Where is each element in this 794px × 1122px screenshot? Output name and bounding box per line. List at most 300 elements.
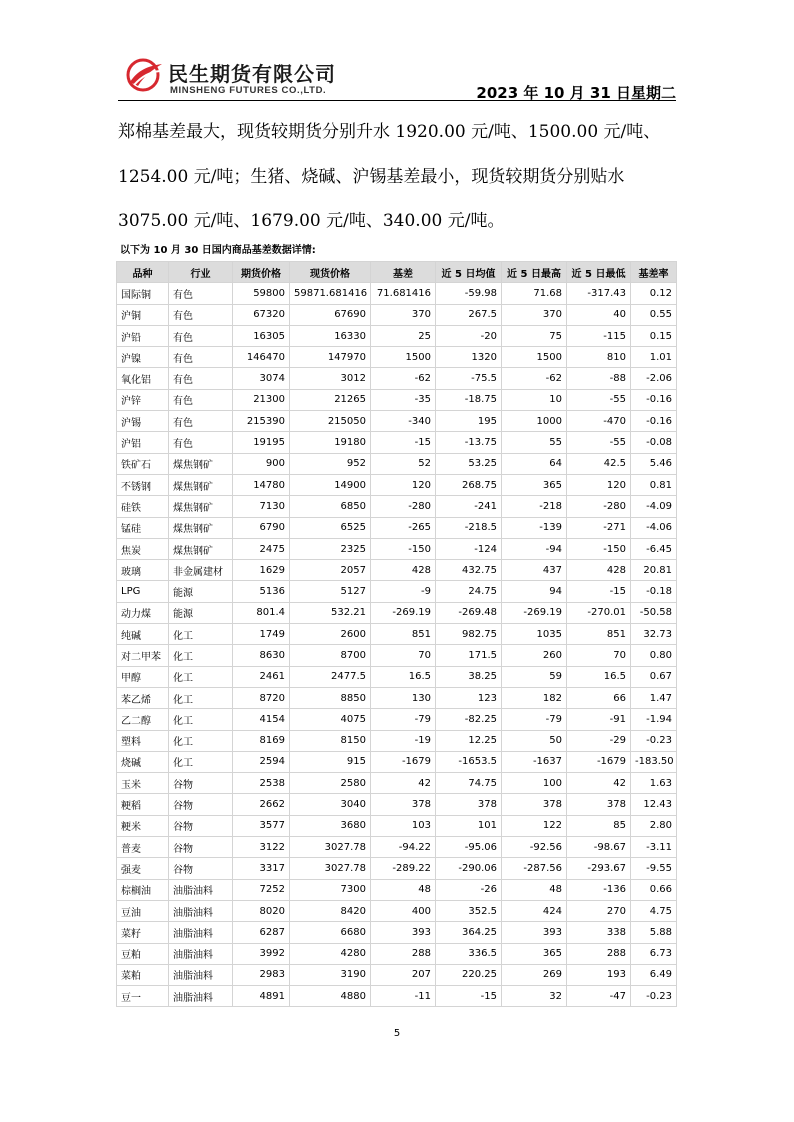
value-cell: 2600 (290, 624, 371, 645)
value-cell: 122 (502, 815, 567, 836)
industry-cell: 有色 (169, 432, 233, 453)
commodity-cell: 对二甲苯 (117, 645, 169, 666)
industry-cell: 油脂油料 (169, 943, 233, 964)
value-cell: 6680 (290, 922, 371, 943)
value-cell: 59800 (233, 283, 290, 304)
value-cell: 85 (567, 815, 631, 836)
value-cell: 20.81 (631, 560, 677, 581)
industry-cell: 谷物 (169, 794, 233, 815)
value-cell: 4154 (233, 709, 290, 730)
value-cell: 32 (502, 986, 567, 1007)
value-cell: 378 (567, 794, 631, 815)
value-cell: 2057 (290, 560, 371, 581)
commodity-cell: 棕榈油 (117, 879, 169, 900)
industry-cell: 油脂油料 (169, 922, 233, 943)
industry-cell: 谷物 (169, 837, 233, 858)
value-cell: 0.81 (631, 474, 677, 495)
value-cell: 424 (502, 900, 567, 921)
value-cell: 4280 (290, 943, 371, 964)
value-cell: 2461 (233, 666, 290, 687)
value-cell: 6790 (233, 517, 290, 538)
commodity-cell: 普麦 (117, 837, 169, 858)
value-cell: 2538 (233, 773, 290, 794)
value-cell: -218 (502, 496, 567, 517)
value-cell: 3027.78 (290, 858, 371, 879)
table-row (117, 730, 677, 751)
value-cell: -79 (371, 709, 436, 730)
industry-cell: 化工 (169, 624, 233, 645)
value-cell: 3012 (290, 368, 371, 389)
value-cell: 1035 (502, 624, 567, 645)
value-cell: -92.56 (502, 837, 567, 858)
value-cell: 42 (371, 773, 436, 794)
value-cell: -62 (502, 368, 567, 389)
value-cell: -1637 (502, 751, 567, 772)
value-cell: -150 (567, 538, 631, 559)
value-cell: 393 (371, 922, 436, 943)
value-cell: 8169 (233, 730, 290, 751)
column-header: 基差率 (631, 262, 677, 283)
value-cell: 4880 (290, 986, 371, 1007)
value-cell: 16.5 (371, 666, 436, 687)
commodity-cell: 豆一 (117, 986, 169, 1007)
table-row (117, 624, 677, 645)
table-row (117, 602, 677, 623)
value-cell: -9.55 (631, 858, 677, 879)
company-name-cn: 民生期货有限公司 (168, 62, 336, 86)
value-cell: -59.98 (436, 283, 502, 304)
commodity-cell: 豆粕 (117, 943, 169, 964)
value-cell: 16305 (233, 325, 290, 346)
column-header: 近 5 日最低 (567, 262, 631, 283)
value-cell: 67690 (290, 304, 371, 325)
value-cell: 74.75 (436, 773, 502, 794)
value-cell: -13.75 (436, 432, 502, 453)
table-row (117, 325, 677, 346)
value-cell: 38.25 (436, 666, 502, 687)
value-cell: 400 (371, 900, 436, 921)
value-cell: -18.75 (436, 389, 502, 410)
table-row (117, 389, 677, 410)
value-cell: -115 (567, 325, 631, 346)
value-cell: 851 (371, 624, 436, 645)
industry-cell: 化工 (169, 645, 233, 666)
value-cell: 64 (502, 453, 567, 474)
industry-cell: 化工 (169, 687, 233, 708)
table-row (117, 560, 677, 581)
value-cell: -0.16 (631, 389, 677, 410)
value-cell: -6.45 (631, 538, 677, 559)
column-header: 行业 (169, 262, 233, 283)
value-cell: 120 (371, 474, 436, 495)
company-name-en: MINSHENG FUTURES CO.,LTD. (170, 85, 327, 96)
value-cell: 123 (436, 687, 502, 708)
commodity-cell: 粳米 (117, 815, 169, 836)
commodity-cell: 纯碱 (117, 624, 169, 645)
value-cell: -26 (436, 879, 502, 900)
value-cell: 370 (502, 304, 567, 325)
value-cell: 100 (502, 773, 567, 794)
value-cell: -136 (567, 879, 631, 900)
value-cell: 810 (567, 347, 631, 368)
value-cell: 5.88 (631, 922, 677, 943)
industry-cell: 有色 (169, 368, 233, 389)
value-cell: 12.43 (631, 794, 677, 815)
table-row (117, 858, 677, 879)
value-cell: 215390 (233, 411, 290, 432)
value-cell: 532.21 (290, 602, 371, 623)
value-cell: -19 (371, 730, 436, 751)
value-cell: 94 (502, 581, 567, 602)
industry-cell: 油脂油料 (169, 900, 233, 921)
column-header: 近 5 日均值 (436, 262, 502, 283)
commodity-cell: LPG (117, 581, 169, 602)
industry-cell: 谷物 (169, 773, 233, 794)
value-cell: 1000 (502, 411, 567, 432)
value-cell: 5127 (290, 581, 371, 602)
table-caption: 以下为 10 月 30 日国内商品基差数据详情: (120, 245, 316, 256)
industry-cell: 油脂油料 (169, 879, 233, 900)
value-cell: 71.681416 (371, 283, 436, 304)
table-row (117, 517, 677, 538)
commodity-cell: 苯乙烯 (117, 687, 169, 708)
commodity-cell: 锰硅 (117, 517, 169, 538)
value-cell: 3190 (290, 964, 371, 985)
table-row (117, 986, 677, 1007)
value-cell: 16.5 (567, 666, 631, 687)
value-cell: 268.75 (436, 474, 502, 495)
value-cell: 40 (567, 304, 631, 325)
value-cell: 171.5 (436, 645, 502, 666)
value-cell: -11 (371, 986, 436, 1007)
commodity-cell: 强麦 (117, 858, 169, 879)
industry-cell: 有色 (169, 411, 233, 432)
value-cell: -287.56 (502, 858, 567, 879)
industry-cell: 煤焦钢矿 (169, 496, 233, 517)
industry-cell: 化工 (169, 666, 233, 687)
industry-cell: 谷物 (169, 858, 233, 879)
table-header-row (117, 262, 677, 283)
basis-data-table (116, 261, 677, 1007)
value-cell: -75.5 (436, 368, 502, 389)
value-cell: -15 (436, 986, 502, 1007)
value-cell: 428 (567, 560, 631, 581)
value-cell: 182 (502, 687, 567, 708)
value-cell: -265 (371, 517, 436, 538)
table-row (117, 581, 677, 602)
commodity-cell: 玻璃 (117, 560, 169, 581)
commodity-cell: 甲醇 (117, 666, 169, 687)
summary-paragraph (118, 110, 678, 244)
value-cell: 982.75 (436, 624, 502, 645)
value-cell: 4075 (290, 709, 371, 730)
value-cell: 2580 (290, 773, 371, 794)
value-cell: -269.19 (371, 602, 436, 623)
value-cell: 52 (371, 453, 436, 474)
value-cell: 5136 (233, 581, 290, 602)
value-cell: 378 (502, 794, 567, 815)
table-row (117, 368, 677, 389)
value-cell: -241 (436, 496, 502, 517)
value-cell: 59 (502, 666, 567, 687)
value-cell: 428 (371, 560, 436, 581)
value-cell: 801.4 (233, 602, 290, 623)
value-cell: 70 (567, 645, 631, 666)
value-cell: -15 (567, 581, 631, 602)
commodity-cell: 焦炭 (117, 538, 169, 559)
value-cell: 352.5 (436, 900, 502, 921)
value-cell: 19195 (233, 432, 290, 453)
column-header: 期货价格 (233, 262, 290, 283)
value-cell: -4.06 (631, 517, 677, 538)
value-cell: -82.25 (436, 709, 502, 730)
value-cell: 8020 (233, 900, 290, 921)
value-cell: -280 (371, 496, 436, 517)
commodity-cell: 不锈钢 (117, 474, 169, 495)
value-cell: -269.19 (502, 602, 567, 623)
industry-cell: 有色 (169, 347, 233, 368)
table-row (117, 837, 677, 858)
column-header: 现货价格 (290, 262, 371, 283)
value-cell: 59871.681416 (290, 283, 371, 304)
value-cell: -9 (371, 581, 436, 602)
value-cell: -15 (371, 432, 436, 453)
value-cell: 851 (567, 624, 631, 645)
value-cell: 900 (233, 453, 290, 474)
table-row (117, 815, 677, 836)
value-cell: 147970 (290, 347, 371, 368)
value-cell: 24.75 (436, 581, 502, 602)
value-cell: -317.43 (567, 283, 631, 304)
value-cell: 270 (567, 900, 631, 921)
value-cell: -271 (567, 517, 631, 538)
value-cell: 10 (502, 389, 567, 410)
value-cell: 0.67 (631, 666, 677, 687)
value-cell: 432.75 (436, 560, 502, 581)
value-cell: 0.15 (631, 325, 677, 346)
industry-cell: 煤焦钢矿 (169, 453, 233, 474)
value-cell: 0.12 (631, 283, 677, 304)
value-cell: 8720 (233, 687, 290, 708)
value-cell: 220.25 (436, 964, 502, 985)
table-row (117, 751, 677, 772)
value-cell: -2.06 (631, 368, 677, 389)
value-cell: 8850 (290, 687, 371, 708)
value-cell: -95.06 (436, 837, 502, 858)
industry-cell: 化工 (169, 709, 233, 730)
value-cell: -470 (567, 411, 631, 432)
value-cell: 3122 (233, 837, 290, 858)
table-row (117, 964, 677, 985)
table-row (117, 411, 677, 432)
value-cell: 269 (502, 964, 567, 985)
table-row (117, 687, 677, 708)
commodity-cell: 动力煤 (117, 602, 169, 623)
paragraph-line: 3075.00 元/吨、1679.00 元/吨、340.00 元/吨。 (118, 211, 505, 231)
value-cell: -91 (567, 709, 631, 730)
value-cell: 1.63 (631, 773, 677, 794)
value-cell: -20 (436, 325, 502, 346)
table-row (117, 304, 677, 325)
value-cell: -183.50 (631, 751, 677, 772)
value-cell: 101 (436, 815, 502, 836)
value-cell: 32.73 (631, 624, 677, 645)
value-cell: 48 (502, 879, 567, 900)
value-cell: 378 (436, 794, 502, 815)
value-cell: -50.58 (631, 602, 677, 623)
value-cell: 71.68 (502, 283, 567, 304)
page-header (118, 52, 676, 101)
industry-cell: 煤焦钢矿 (169, 517, 233, 538)
value-cell: 66 (567, 687, 631, 708)
value-cell: 0.80 (631, 645, 677, 666)
commodity-cell: 沪锌 (117, 389, 169, 410)
industry-cell: 能源 (169, 581, 233, 602)
value-cell: 67320 (233, 304, 290, 325)
value-cell: 378 (371, 794, 436, 815)
value-cell: 6525 (290, 517, 371, 538)
table-row (117, 900, 677, 921)
commodity-cell: 沪铅 (117, 325, 169, 346)
value-cell: -340 (371, 411, 436, 432)
value-cell: 1629 (233, 560, 290, 581)
value-cell: 3074 (233, 368, 290, 389)
value-cell: 2983 (233, 964, 290, 985)
value-cell: -4.09 (631, 496, 677, 517)
value-cell: 5.46 (631, 453, 677, 474)
value-cell: 42.5 (567, 453, 631, 474)
value-cell: 393 (502, 922, 567, 943)
commodity-cell: 菜籽 (117, 922, 169, 943)
value-cell: 8420 (290, 900, 371, 921)
value-cell: 14780 (233, 474, 290, 495)
value-cell: 1.01 (631, 347, 677, 368)
value-cell: 2662 (233, 794, 290, 815)
value-cell: -0.18 (631, 581, 677, 602)
table-body (117, 283, 677, 1007)
value-cell: 365 (502, 474, 567, 495)
industry-cell: 煤焦钢矿 (169, 474, 233, 495)
value-cell: 146470 (233, 347, 290, 368)
value-cell: 21265 (290, 389, 371, 410)
table-row (117, 453, 677, 474)
industry-cell: 谷物 (169, 815, 233, 836)
value-cell: -0.16 (631, 411, 677, 432)
value-cell: -0.08 (631, 432, 677, 453)
commodity-cell: 烧碱 (117, 751, 169, 772)
value-cell: 0.66 (631, 879, 677, 900)
value-cell: 7252 (233, 879, 290, 900)
value-cell: 207 (371, 964, 436, 985)
value-cell: 130 (371, 687, 436, 708)
value-cell: -55 (567, 432, 631, 453)
value-cell: -79 (502, 709, 567, 730)
value-cell: -270.01 (567, 602, 631, 623)
commodity-cell: 豆油 (117, 900, 169, 921)
value-cell: 16330 (290, 325, 371, 346)
value-cell: 267.5 (436, 304, 502, 325)
table-row (117, 773, 677, 794)
value-cell: -98.67 (567, 837, 631, 858)
value-cell: -29 (567, 730, 631, 751)
commodity-cell: 乙二醇 (117, 709, 169, 730)
value-cell: 195 (436, 411, 502, 432)
value-cell: 21300 (233, 389, 290, 410)
commodity-cell: 沪铜 (117, 304, 169, 325)
industry-cell: 有色 (169, 325, 233, 346)
value-cell: 4891 (233, 986, 290, 1007)
table-row (117, 794, 677, 815)
value-cell: 952 (290, 453, 371, 474)
value-cell: 3040 (290, 794, 371, 815)
value-cell: -1679 (371, 751, 436, 772)
commodity-cell: 玉米 (117, 773, 169, 794)
value-cell: 1749 (233, 624, 290, 645)
value-cell: 7300 (290, 879, 371, 900)
value-cell: 260 (502, 645, 567, 666)
commodity-cell: 氧化铝 (117, 368, 169, 389)
value-cell: -88 (567, 368, 631, 389)
commodity-cell: 菜粕 (117, 964, 169, 985)
value-cell: 288 (371, 943, 436, 964)
value-cell: 8630 (233, 645, 290, 666)
value-cell: 6.49 (631, 964, 677, 985)
value-cell: -124 (436, 538, 502, 559)
commodity-cell: 国际铜 (117, 283, 169, 304)
value-cell: 103 (371, 815, 436, 836)
value-cell: 50 (502, 730, 567, 751)
value-cell: 25 (371, 325, 436, 346)
industry-cell: 煤焦钢矿 (169, 538, 233, 559)
value-cell: -289.22 (371, 858, 436, 879)
value-cell: 3577 (233, 815, 290, 836)
value-cell: -1653.5 (436, 751, 502, 772)
table-row (117, 666, 677, 687)
commodity-cell: 硅铁 (117, 496, 169, 517)
value-cell: -290.06 (436, 858, 502, 879)
table-row (117, 474, 677, 495)
value-cell: -3.11 (631, 837, 677, 858)
commodity-cell: 铁矿石 (117, 453, 169, 474)
industry-cell: 有色 (169, 283, 233, 304)
value-cell: -1679 (567, 751, 631, 772)
value-cell: -94 (502, 538, 567, 559)
commodity-cell: 塑料 (117, 730, 169, 751)
table-row (117, 496, 677, 517)
value-cell: 3680 (290, 815, 371, 836)
value-cell: 338 (567, 922, 631, 943)
table-row (117, 943, 677, 964)
industry-cell: 化工 (169, 730, 233, 751)
value-cell: -150 (371, 538, 436, 559)
value-cell: -35 (371, 389, 436, 410)
value-cell: 288 (567, 943, 631, 964)
paragraph-line: 1254.00 元/吨；生猪、烧碱、沪锡基差最小，现货较期货分别贴水 (118, 166, 625, 187)
table-row (117, 283, 677, 304)
value-cell: 1320 (436, 347, 502, 368)
value-cell: -47 (567, 986, 631, 1007)
value-cell: 2477.5 (290, 666, 371, 687)
industry-cell: 非金属建材 (169, 560, 233, 581)
value-cell: -218.5 (436, 517, 502, 538)
value-cell: 1500 (371, 347, 436, 368)
value-cell: 55 (502, 432, 567, 453)
value-cell: 120 (567, 474, 631, 495)
value-cell: 365 (502, 943, 567, 964)
table-row (117, 432, 677, 453)
paragraph-line: 郑棉基差最大，现货较期货分别升水 1920.00 元/吨、1500.00 元/吨、 (118, 122, 661, 142)
industry-cell: 有色 (169, 304, 233, 325)
